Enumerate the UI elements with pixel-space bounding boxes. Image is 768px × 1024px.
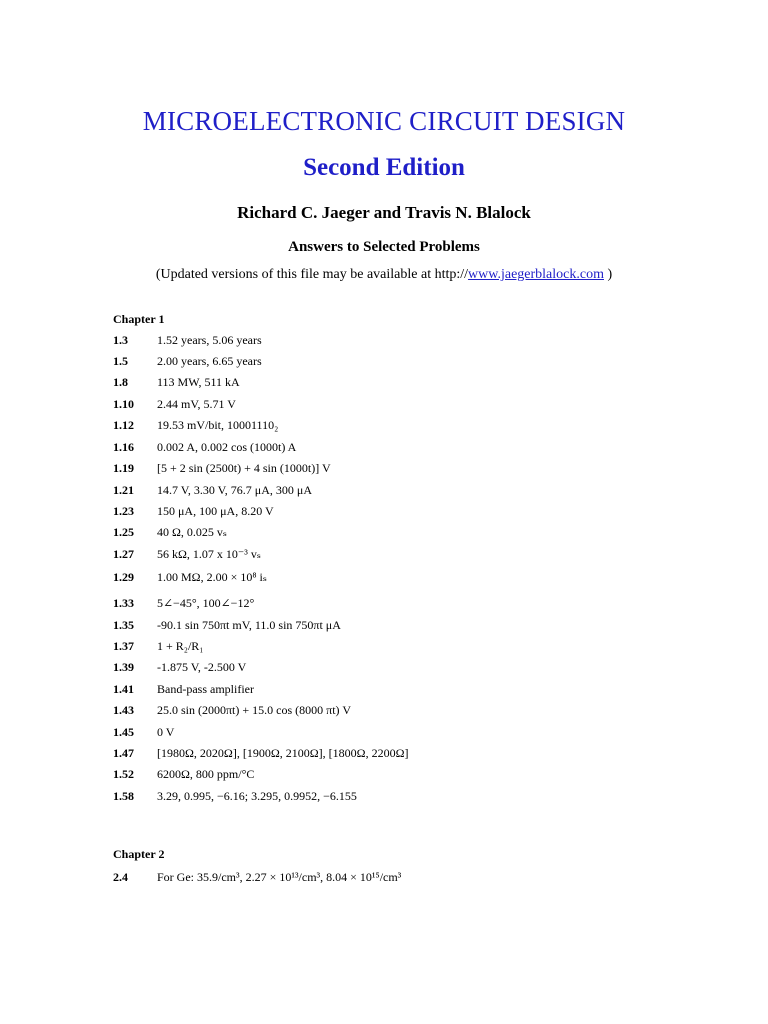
problem-answer: For Ge: 35.9/cm³, 2.27 × 10¹³/cm³, 8.04 × 10¹⁵/cm³ xyxy=(157,870,402,884)
problem-answer: 2.00 years, 6.65 years xyxy=(157,354,262,368)
problem-number: 1.41 xyxy=(113,682,134,696)
problem-answer: 56 kΩ, 1.07 x 10⁻³ vₛ xyxy=(157,547,261,561)
problem-number: 2.4 xyxy=(113,870,128,884)
problem-number: 1.8 xyxy=(113,375,128,389)
problem-answer: [5 + 2 sin (2500t) + 4 sin (1000t)] V xyxy=(157,461,331,475)
authors-line: Richard C. Jaeger and Travis N. Blalock xyxy=(237,203,531,222)
problem-answer: 1 + R₂/R₁ xyxy=(157,639,204,653)
problem-number: 1.27 xyxy=(113,547,134,561)
subtitle-heading: Answers to Selected Problems xyxy=(288,239,480,255)
problem-answer: 1.00 MΩ, 2.00 × 10⁸ iₛ xyxy=(157,570,267,584)
problem-answer: -1.875 V, -2.500 V xyxy=(157,660,247,674)
problem-answer: 150 μA, 100 μA, 8.20 V xyxy=(157,504,274,518)
problem-number: 1.37 xyxy=(113,639,134,653)
problem-answer: 14.7 V, 3.30 V, 76.7 μA, 300 μA xyxy=(157,483,313,497)
problem-answer: 2.44 mV, 5.71 V xyxy=(157,397,236,411)
problem-answer: 19.53 mV/bit, 10001110₂ xyxy=(157,418,279,432)
problem-number: 1.12 xyxy=(113,418,134,432)
problem-answer: 113 MW, 511 kA xyxy=(157,375,240,389)
problem-answer: -90.1 sin 750πt mV, 11.0 sin 750πt μA xyxy=(157,618,341,632)
problem-number: 1.3 xyxy=(113,333,128,347)
problem-number: 1.29 xyxy=(113,570,134,584)
problem-number: 1.39 xyxy=(113,660,134,674)
website-link[interactable]: www.jaegerblalock.com xyxy=(468,267,604,282)
problem-number: 1.21 xyxy=(113,483,134,497)
problem-answer: 0.002 A, 0.002 cos (1000t) A xyxy=(157,440,297,454)
edition-heading: Second Edition xyxy=(303,154,465,181)
problem-number: 1.10 xyxy=(113,397,134,411)
problem-answer: 6200Ω, 800 ppm/°C xyxy=(157,767,255,781)
problem-number: 1.47 xyxy=(113,746,134,760)
chapter-2-heading: Chapter 2 xyxy=(113,847,165,861)
problem-number: 1.5 xyxy=(113,354,128,368)
problem-number: 1.25 xyxy=(113,525,134,539)
problem-answer: 1.52 years, 5.06 years xyxy=(157,333,262,347)
problem-number: 1.33 xyxy=(113,596,134,610)
problem-answer: 25.0 sin (2000πt) + 15.0 cos (8000 πt) V xyxy=(157,703,351,717)
problem-answer: Band-pass amplifier xyxy=(157,682,254,696)
chapter-1-heading: Chapter 1 xyxy=(113,312,165,326)
problem-answer: [1980Ω, 2020Ω], [1900Ω, 2100Ω], [1800Ω, 2200Ω] xyxy=(157,746,409,760)
note-prefix: (Updated versions of this file may be available at http:// xyxy=(155,267,469,282)
problem-number: 1.19 xyxy=(113,461,134,475)
problem-answer: 3.29, 0.995, −6.16; 3.295, 0.9952, −6.155 xyxy=(157,789,357,803)
problem-number: 1.58 xyxy=(113,789,134,803)
problem-number: 1.43 xyxy=(113,703,134,717)
update-note xyxy=(0,267,768,283)
problem-number: 1.45 xyxy=(113,725,134,739)
problem-number: 1.16 xyxy=(113,440,134,454)
problem-answer: 0 V xyxy=(157,725,175,739)
note-suffix: ) xyxy=(603,267,613,282)
problem-number: 1.35 xyxy=(113,618,134,632)
document-title: MICROELECTRONIC CIRCUIT DESIGN xyxy=(142,106,626,136)
problem-answer: 40 Ω, 0.025 vₛ xyxy=(157,525,227,539)
problem-number: 1.52 xyxy=(113,767,134,781)
problem-answer: 5∠−45°, 100∠−12° xyxy=(157,596,255,610)
problem-number: 1.23 xyxy=(113,504,134,518)
